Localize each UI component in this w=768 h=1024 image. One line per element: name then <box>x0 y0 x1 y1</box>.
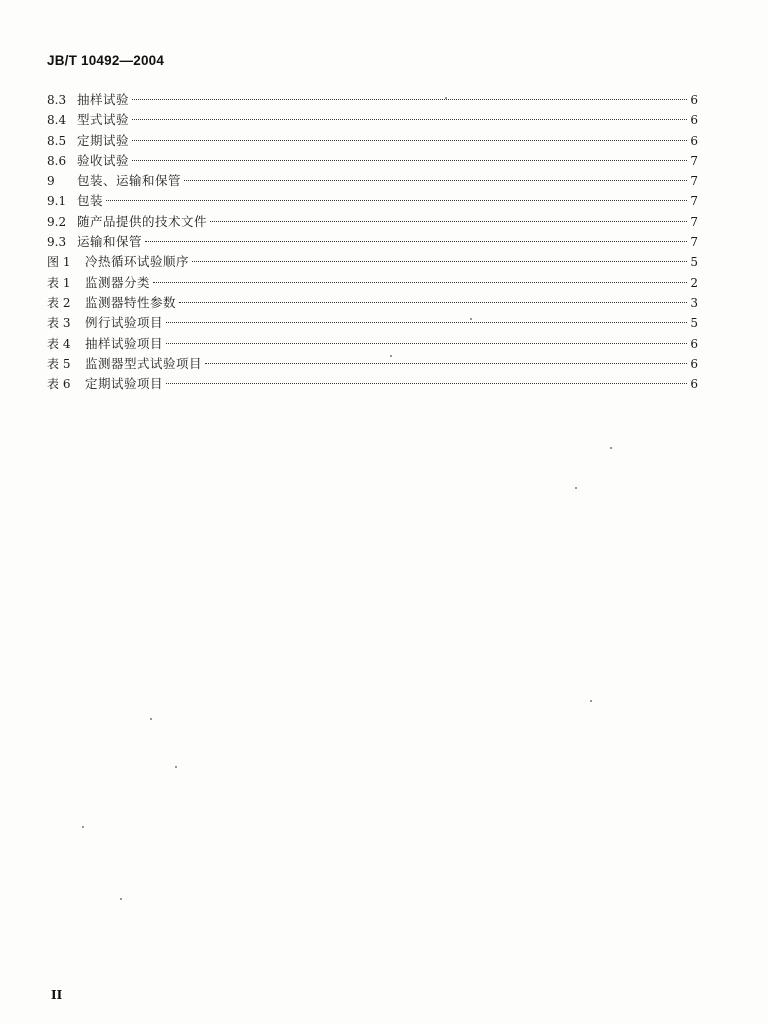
toc-entry[interactable] <box>47 110 698 130</box>
toc-entry-number: 9.1 <box>47 194 67 209</box>
toc-entry[interactable] <box>47 90 698 110</box>
toc-entry[interactable] <box>47 212 698 232</box>
toc-entry-page: 6 <box>690 93 698 107</box>
toc-entry-page: 5 <box>690 255 698 270</box>
toc-entry-title: 例行试验项目 <box>85 315 164 331</box>
toc-entry-title: 运输和保管 <box>77 234 143 250</box>
toc-entry-number: 表 5 <box>47 356 71 371</box>
leader-dots <box>166 322 687 323</box>
toc-entry-page: 6 <box>690 113 698 128</box>
scan-speck <box>610 447 612 449</box>
toc-entry-title: 监测器分类 <box>85 274 151 290</box>
toc-entry-number: 表 2 <box>47 295 71 310</box>
toc-entry[interactable] <box>47 313 698 333</box>
toc-entry-page: 6 <box>690 133 698 148</box>
toc-entry[interactable] <box>47 374 698 394</box>
leader-dots <box>166 383 687 384</box>
toc-entry-page: 6 <box>690 356 698 371</box>
leader-dots <box>132 99 687 100</box>
leader-dots <box>145 241 687 242</box>
toc-entry-page: 7 <box>690 214 698 229</box>
leader-dots <box>179 302 687 303</box>
toc-entry-number: 表 4 <box>47 336 71 351</box>
leader-dots <box>153 282 687 283</box>
toc-entry-title: 冷热循环试验顺序 <box>85 254 190 270</box>
toc-entry-page: 3 <box>690 295 698 310</box>
toc-entry-number: 8.5 <box>47 133 67 148</box>
toc-entry-title: 型式试验 <box>77 112 130 128</box>
leader-dots <box>166 343 687 344</box>
toc-entry-number: 表 6 <box>47 377 71 392</box>
toc-entry-title: 包装 <box>77 193 104 209</box>
scan-speck <box>470 318 472 320</box>
toc-entry-number: 8.3 <box>47 93 67 107</box>
toc-entry-page: 7 <box>690 153 698 168</box>
toc-entry-title: 定期试验 <box>77 132 130 148</box>
toc-entry-number: 图 1 <box>47 255 71 270</box>
toc-entry[interactable] <box>47 273 698 293</box>
leader-dots <box>132 119 687 120</box>
toc-entry[interactable] <box>47 232 698 252</box>
leader-dots <box>106 200 687 201</box>
toc-entry-title: 定期试验项目 <box>85 376 164 392</box>
leader-dots <box>132 140 687 141</box>
toc-entry-title: 抽样试验项目 <box>85 335 164 351</box>
scan-speck <box>445 97 447 99</box>
toc-entry-number: 9.2 <box>47 214 67 229</box>
toc-entry-number: 表 3 <box>47 316 71 331</box>
toc-entry[interactable] <box>47 252 698 272</box>
toc-entry[interactable] <box>47 171 698 191</box>
scan-speck <box>175 766 177 768</box>
toc-entry-title: 包装、运输和保管 <box>77 173 182 189</box>
toc-entry-number: 9 <box>47 174 55 189</box>
toc-entry-page: 5 <box>690 316 698 331</box>
toc-entry-title: 监测器型式试验项目 <box>85 355 203 371</box>
toc-entry-number: 8.6 <box>47 153 67 168</box>
scan-speck <box>390 355 392 357</box>
scan-speck <box>150 718 152 720</box>
toc-entry-title: 抽样试验 <box>77 92 130 107</box>
toc-entry-page: 6 <box>690 336 698 351</box>
toc-entry-number: 9.3 <box>47 235 67 250</box>
leader-dots <box>210 221 687 222</box>
scan-speck <box>590 700 592 702</box>
page-number: II <box>51 988 63 1002</box>
toc-entry[interactable] <box>47 131 698 151</box>
toc-entry-page: 7 <box>690 235 698 250</box>
leader-dots <box>132 160 687 161</box>
scan-speck <box>120 898 122 900</box>
toc-entry-title: 验收试验 <box>77 152 130 168</box>
table-of-contents <box>47 90 698 394</box>
toc-entry-page: 6 <box>690 377 698 392</box>
scan-speck <box>575 487 577 489</box>
toc-entry-page: 2 <box>690 275 698 290</box>
toc-entry-number: 表 1 <box>47 275 71 290</box>
toc-entry[interactable] <box>47 334 698 354</box>
toc-entry-page: 7 <box>690 174 698 189</box>
toc-entry[interactable] <box>47 191 698 211</box>
scan-speck <box>82 826 84 828</box>
toc-entry-title: 监测器特性参数 <box>85 294 177 310</box>
toc-entry[interactable] <box>47 151 698 171</box>
toc-entry[interactable] <box>47 354 698 374</box>
leader-dots <box>205 363 687 364</box>
toc-entry[interactable] <box>47 293 698 313</box>
toc-entry-number: 8.4 <box>47 113 67 128</box>
leader-dots <box>184 180 687 181</box>
leader-dots <box>192 261 687 262</box>
toc-entry-page: 7 <box>690 194 698 209</box>
standard-code-header: JB/T 10492—2004 <box>47 53 165 68</box>
toc-entry-title: 随产品提供的技术文件 <box>77 213 208 229</box>
